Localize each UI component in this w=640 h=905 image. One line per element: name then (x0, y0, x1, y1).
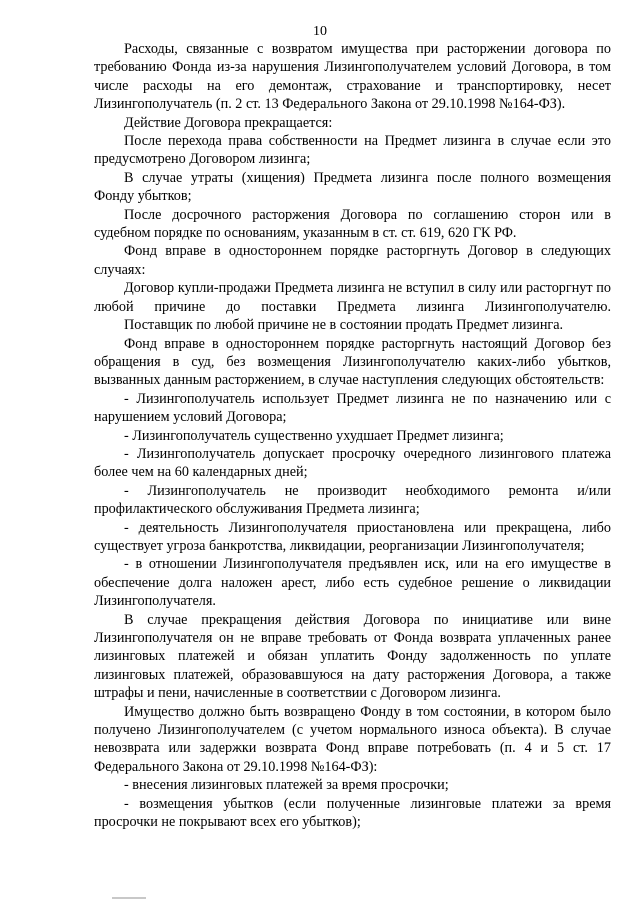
paragraph: - Лизингополучатель использует Предмет лизинга не по назначению или с нарушением условий Договора; (94, 390, 611, 426)
paragraph: Фонд вправе в одностороннем порядке расторгнуть Договор в следующих случаях: (94, 243, 611, 278)
paragraph: Имущество должно быть возвращено Фонду в том состоянии, в котором было получено Лизингополучателем (с учетом нормального износа объекта). В случае невозврата или задержки возврата Фонд вправе потребовать (п. 4 и 5 ст. 17 Федерального Закона от 29.10.1998 №164-ФЗ): (94, 703, 611, 775)
paragraph: В случае утраты (хищения) Предмета лизинга после полного возмещения Фонду убытков; (94, 169, 611, 205)
page-number: 10 (313, 24, 327, 39)
paragraph: После перехода права собственности на Предмет лизинга в случае если это предусмотрено Договором лизинга; (94, 133, 611, 168)
paragraph: В случае прекращения действия Договора по инициативе или вине Лизингополучателя он не вправе требовать от Фонда возврата уплаченных ранее лизинговых платежей и обязан уплатить Фонду задолженность по уплате лизинговых платежей, образовавшуюся на дату расторжения Договора, а также штрафы и пени, начисленные в соответствии с Договором лизинга. (94, 611, 611, 702)
paragraph: - возмещения убытков (если полученные лизинговые платежи за время просрочки не покрывают всех его убытков); (94, 795, 611, 831)
paragraph: Расходы, связанные с возвратом имущества при расторжении договора по требованию Фонда из-за нарушения Лизингополучателем условий Договора, в том числе расходы на его демонтаж, страхование и транспортировку, несет Лизингополучатель (п. 2 ст. 13 Федерального Закона от 29.10.1998 №164-ФЗ). (94, 41, 611, 113)
paragraph: Действие Договора прекращается: (124, 114, 333, 131)
document-body (94, 40, 611, 831)
paragraph: Фонд вправе в одностороннем порядке расторгнуть настоящий Договор без обращения в суд, без возмещения Лизингополучателю каких-либо убытков, вызванных данным расторжением, в случае наступления следующих обстоятельств: (94, 335, 611, 389)
scan-mark (112, 897, 146, 899)
paragraph: - Лизингополучатель существенно ухудшает Предмет лизинга; (124, 427, 504, 444)
paragraph: - внесения лизинговых платежей за время просрочки; (124, 777, 449, 794)
paragraph: Договор купли-продажи Предмета лизинга не вступил в силу или расторгнут по любой причине до поставки Предмета лизинга Лизингополучателю. (94, 280, 611, 315)
paragraph: После досрочного расторжения Договора по соглашению сторон или в судебном порядке по основаниям, указанным в ст. ст. 619, 620 ГК РФ. (94, 206, 611, 242)
paragraph: - в отношении Лизингополучателя предъявлен иск, или на его имуществе в обеспечение долга наложен арест, либо есть судебное решение о ликвидации Лизингополучателя. (94, 556, 611, 610)
paragraph: - Лизингополучатель допускает просрочку очередного лизингового платежа более чем на 60 календарных дней; (94, 445, 611, 481)
paragraph: Поставщик по любой причине не в состоянии продать Предмет лизинга. (124, 317, 564, 334)
paragraph: - Лизингополучатель не производит необходимого ремонта и/или профилактического обслуживания Предмета лизинга; (94, 482, 611, 518)
paragraph: - деятельность Лизингополучателя приостановлена или прекращена, либо существует угроза банкротства, ликвидации, реорганизации Лизингополучателя; (94, 519, 611, 554)
